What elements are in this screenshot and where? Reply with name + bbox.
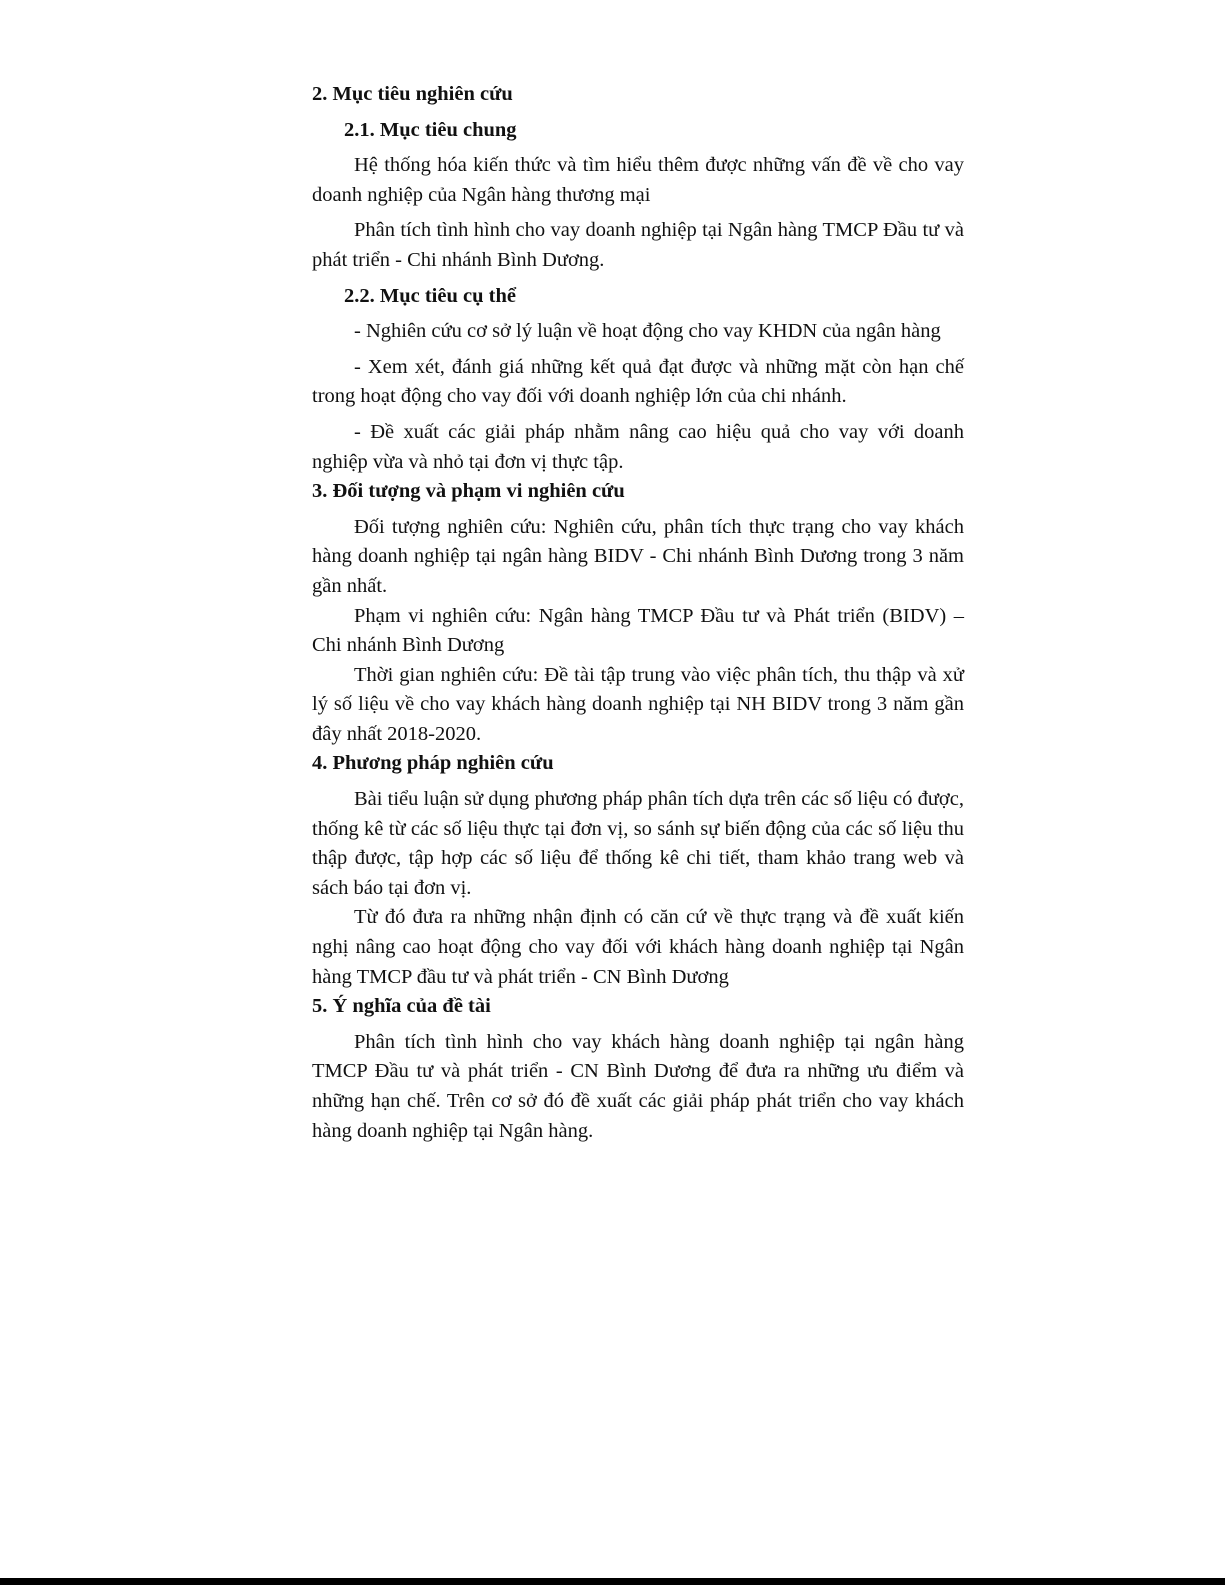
section-2-1-paragraph-1: Hệ thống hóa kiến thức và tìm hiểu thêm được những vấn đề về cho vay doanh nghiệp của Ngân hàng thương mại bbox=[312, 154, 964, 206]
section-3-heading: 3. Đối tượng và phạm vi nghiên cứu bbox=[312, 480, 625, 503]
section-2-2-item-1: - Nghiên cứu cơ sở lý luận về hoạt động cho vay KHDN của ngân hàng bbox=[354, 320, 941, 343]
section-2-1-paragraph-2: Phân tích tình hình cho vay doanh nghiệp tại Ngân hàng TMCP Đầu tư và phát triển - Chi nhánh Bình Dương. bbox=[312, 219, 964, 271]
page-bottom-border bbox=[0, 1578, 1225, 1585]
section-2-2-heading: 2.2. Mục tiêu cụ thể bbox=[344, 284, 516, 307]
document-body bbox=[312, 80, 964, 1146]
section-2-1-heading: 2.1. Mục tiêu chung bbox=[344, 118, 517, 141]
section-2-heading: 2. Mục tiêu nghiên cứu bbox=[312, 83, 513, 105]
section-4-paragraph-2: Từ đó đưa ra những nhận định có căn cứ về thực trạng và đề xuất kiến nghị nâng cao hoạt động cho vay đối với khách hàng doanh nghiệp tại Ngân hàng TMCP đầu tư và phát triển - CN Bình Dương bbox=[312, 906, 964, 988]
section-5-paragraph-1: Phân tích tình hình cho vay khách hàng doanh nghiệp tại ngân hàng TMCP Đầu tư và phát triển - CN Bình Dương để đưa ra những ưu điểm và những hạn chế. Trên cơ sở đó đề xuất các giải pháp phát triển cho vay khách hàng doanh nghiệp tại Ngân hàng. bbox=[312, 1030, 964, 1142]
section-4-heading: 4. Phương pháp nghiên cứu bbox=[312, 752, 554, 775]
section-5-heading: 5. Ý nghĩa của đề tài bbox=[312, 995, 491, 1018]
section-3-paragraph-2: Phạm vi nghiên cứu: Ngân hàng TMCP Đầu tư và Phát triển (BIDV) – Chi nhánh Bình Dương bbox=[312, 604, 964, 657]
section-2-2-item-3: - Đề xuất các giải pháp nhằm nâng cao hiệu quả cho vay với doanh nghiệp vừa và nhỏ tại đơn vị thực tập. bbox=[312, 420, 964, 473]
section-3-paragraph-3: Thời gian nghiên cứu: Đề tài tập trung vào việc phân tích, thu thập và xử lý số liệu về cho vay khách hàng doanh nghiệp tại NH BIDV trong 3 năm gần đây nhất 2018-2020. bbox=[312, 663, 964, 745]
section-2-2-item-2: - Xem xét, đánh giá những kết quả đạt được và những mặt còn hạn chế trong hoạt động cho vay đối với doanh nghiệp lớn của chi nhánh. bbox=[312, 355, 964, 408]
section-4-paragraph-1: Bài tiểu luận sử dụng phương pháp phân tích dựa trên các số liệu có được, thống kê từ các số liệu thực tại đơn vị, so sánh sự biến động của các số liệu thu thập được, tập hợp các số liệu để thống kê chi tiết, tham khảo trang web và sách báo tại đơn vị. bbox=[312, 788, 964, 899]
section-3-paragraph-1: Đối tượng nghiên cứu: Nghiên cứu, phân tích thực trạng cho vay khách hàng doanh nghiệp tại ngân hàng BIDV - Chi nhánh Bình Dương trong 3 năm gần nhất. bbox=[312, 515, 964, 597]
